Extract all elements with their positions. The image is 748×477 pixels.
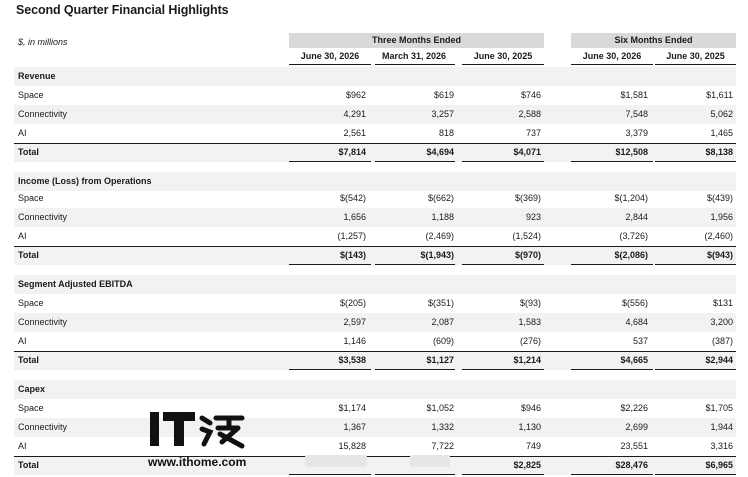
table-cell: $2,944	[705, 355, 733, 365]
table-cell: $946	[520, 403, 541, 413]
table-cell: 3,379	[625, 128, 648, 138]
total-divider	[14, 456, 736, 457]
total-divider	[14, 143, 736, 144]
table-cell: 1,130	[518, 422, 541, 432]
table-cell: $(93)	[519, 298, 541, 308]
total-underline	[289, 161, 371, 162]
three-months-header: Three Months Ended	[289, 33, 544, 48]
table-cell: 3,257	[431, 109, 454, 119]
row-label: Total	[18, 147, 39, 157]
row-label: Connectivity	[18, 212, 68, 222]
table-cell: 3,200	[710, 317, 733, 327]
table-row	[14, 189, 736, 208]
table-cell: $(542)	[339, 193, 366, 203]
table-cell: $(351)	[427, 298, 454, 308]
section-heading	[14, 275, 736, 294]
page-title: Second Quarter Financial Highlights	[16, 3, 229, 17]
table-cell: (609)	[432, 336, 454, 346]
row-label: AI	[18, 441, 27, 451]
row-label: AI	[18, 336, 27, 346]
watermark-url: www.ithome.com	[148, 455, 247, 469]
table-cell: $131	[712, 298, 733, 308]
table-cell: $1,705	[705, 403, 733, 413]
table-cell: 1,944	[710, 422, 733, 432]
table-row	[14, 105, 736, 124]
table-row	[14, 208, 736, 227]
table-cell: $2,226	[620, 403, 648, 413]
table-cell: 1,656	[343, 212, 366, 222]
col-header-1: June 30, 2026	[300, 51, 360, 61]
total-underline	[375, 474, 455, 475]
table-cell: $1,052	[426, 403, 454, 413]
table-cell: 1,332	[431, 422, 454, 432]
total-underline	[571, 264, 653, 265]
col-header-2: March 31, 2026	[381, 51, 447, 61]
table-cell: 818	[438, 128, 454, 138]
table-cell: $(970)	[514, 250, 541, 260]
table-cell: (3,726)	[619, 231, 648, 241]
col-header-underline	[289, 64, 371, 65]
table-cell: 923	[525, 212, 541, 222]
obscured-cell	[410, 455, 450, 467]
table-row	[14, 418, 736, 437]
total-underline	[375, 264, 455, 265]
table-cell: $(369)	[514, 193, 541, 203]
table-cell: $3,538	[338, 355, 366, 365]
row-label: Connectivity	[18, 317, 68, 327]
table-cell: $1,174	[338, 403, 366, 413]
table-cell: $12,508	[615, 147, 648, 157]
table-cell: 2,597	[343, 317, 366, 327]
table-row	[14, 227, 736, 246]
table-cell: 2,699	[625, 422, 648, 432]
table-cell: 2,087	[431, 317, 454, 327]
table-cell: 1,146	[343, 336, 366, 346]
table-cell: (276)	[519, 336, 541, 346]
table-row	[14, 294, 736, 313]
total-underline	[571, 161, 653, 162]
col-header-underline	[375, 64, 455, 65]
table-cell: $2,825	[513, 460, 541, 470]
table-cell: (1,257)	[337, 231, 366, 241]
obscured-cell	[305, 455, 367, 467]
table-cell: 1,367	[343, 422, 366, 432]
table-cell: $(943)	[706, 250, 733, 260]
table-cell: (1,524)	[512, 231, 541, 241]
table-cell: $962	[345, 90, 366, 100]
table-cell: $8,138	[705, 147, 733, 157]
table-row	[14, 313, 736, 332]
table-cell: (2,460)	[704, 231, 733, 241]
table-cell: $(439)	[706, 193, 733, 203]
table-cell: $(556)	[621, 298, 648, 308]
total-row	[14, 351, 736, 370]
total-underline	[462, 264, 544, 265]
table-cell: 1,583	[518, 317, 541, 327]
table-cell: $1,214	[513, 355, 541, 365]
table-cell: 23,551	[620, 441, 648, 451]
table-cell: $7,814	[338, 147, 366, 157]
table-cell: $(2,086)	[614, 250, 648, 260]
row-label: Total	[18, 250, 39, 260]
table-cell: 749	[525, 441, 541, 451]
section-heading-label: Capex	[18, 384, 46, 394]
section-heading-label: Revenue	[18, 71, 56, 81]
total-underline	[571, 474, 653, 475]
table-cell: 2,561	[343, 128, 366, 138]
total-underline	[375, 369, 455, 370]
row-label: AI	[18, 128, 27, 138]
col-header-4: June 30, 2026	[582, 51, 642, 61]
total-divider	[14, 246, 736, 247]
total-underline	[571, 369, 653, 370]
row-label: Space	[18, 90, 44, 100]
table-cell: $6,965	[705, 460, 733, 470]
table-cell: 537	[632, 336, 648, 346]
table-cell: 4,291	[343, 109, 366, 119]
table-row	[14, 399, 736, 418]
total-underline	[655, 474, 736, 475]
table-cell: $(1,943)	[420, 250, 454, 260]
row-label: Total	[18, 460, 39, 470]
table-cell: $1,127	[426, 355, 454, 365]
table-cell: $4,665	[620, 355, 648, 365]
row-label: Total	[18, 355, 39, 365]
table-cell: $(143)	[339, 250, 366, 260]
table-cell: 2,844	[625, 212, 648, 222]
col-header-5: June 30, 2025	[666, 51, 725, 61]
total-divider	[14, 351, 736, 352]
total-underline	[462, 474, 544, 475]
col-header-underline	[571, 64, 653, 65]
total-underline	[655, 369, 736, 370]
total-row	[14, 143, 736, 162]
table-cell: $4,071	[513, 147, 541, 157]
units-note: $, in millions	[18, 37, 68, 47]
table-row	[14, 124, 736, 143]
table-cell: (387)	[711, 336, 733, 346]
ithome-logo-icon	[150, 410, 250, 450]
table-row	[14, 437, 736, 456]
table-cell: $4,694	[426, 147, 454, 157]
table-cell: $1,611	[706, 90, 733, 100]
section-heading-label: Income (Loss) from Operations	[18, 176, 152, 186]
total-underline	[289, 264, 371, 265]
total-underline	[655, 264, 736, 265]
table-cell: $(662)	[427, 193, 454, 203]
row-label: Connectivity	[18, 422, 68, 432]
table-cell: $619	[433, 90, 454, 100]
table-row	[14, 86, 736, 105]
table-cell: $28,476	[615, 460, 648, 470]
ithome-watermark	[148, 410, 258, 472]
total-underline	[289, 474, 371, 475]
total-underline	[375, 161, 455, 162]
section-heading	[14, 67, 736, 86]
row-label: Space	[18, 193, 44, 203]
table-cell: 737	[525, 128, 541, 138]
table-cell: $(205)	[339, 298, 366, 308]
six-months-header: Six Months Ended	[571, 33, 736, 48]
total-underline	[289, 369, 371, 370]
col-header-3: June 30, 2025	[473, 51, 533, 61]
table-cell: 5,062	[710, 109, 733, 119]
total-row	[14, 456, 736, 475]
total-underline	[462, 369, 544, 370]
table-cell: $746	[520, 90, 541, 100]
table-cell: 1,465	[710, 128, 733, 138]
row-label: Space	[18, 403, 44, 413]
table-cell: 1,956	[710, 212, 733, 222]
section-heading	[14, 380, 736, 399]
table-cell: 1,188	[431, 212, 454, 222]
row-label: AI	[18, 231, 27, 241]
row-label: Connectivity	[18, 109, 68, 119]
col-header-underline	[462, 64, 544, 65]
total-underline	[655, 161, 736, 162]
table-cell: 2,588	[518, 109, 541, 119]
row-label: Space	[18, 298, 44, 308]
section-heading-label: Segment Adjusted EBITDA	[18, 279, 133, 289]
total-underline	[462, 161, 544, 162]
table-cell: (2,469)	[425, 231, 454, 241]
table-cell: $1,581	[620, 90, 648, 100]
table-cell: 3,316	[710, 441, 733, 451]
table-cell: 15,828	[338, 441, 366, 451]
table-cell: 7,722	[431, 441, 454, 451]
table-row	[14, 332, 736, 351]
table-cell: 4,684	[625, 317, 648, 327]
total-row	[14, 246, 736, 265]
table-cell: $(1,204)	[614, 193, 648, 203]
table-cell: 7,548	[625, 109, 648, 119]
col-header-underline	[655, 64, 736, 65]
